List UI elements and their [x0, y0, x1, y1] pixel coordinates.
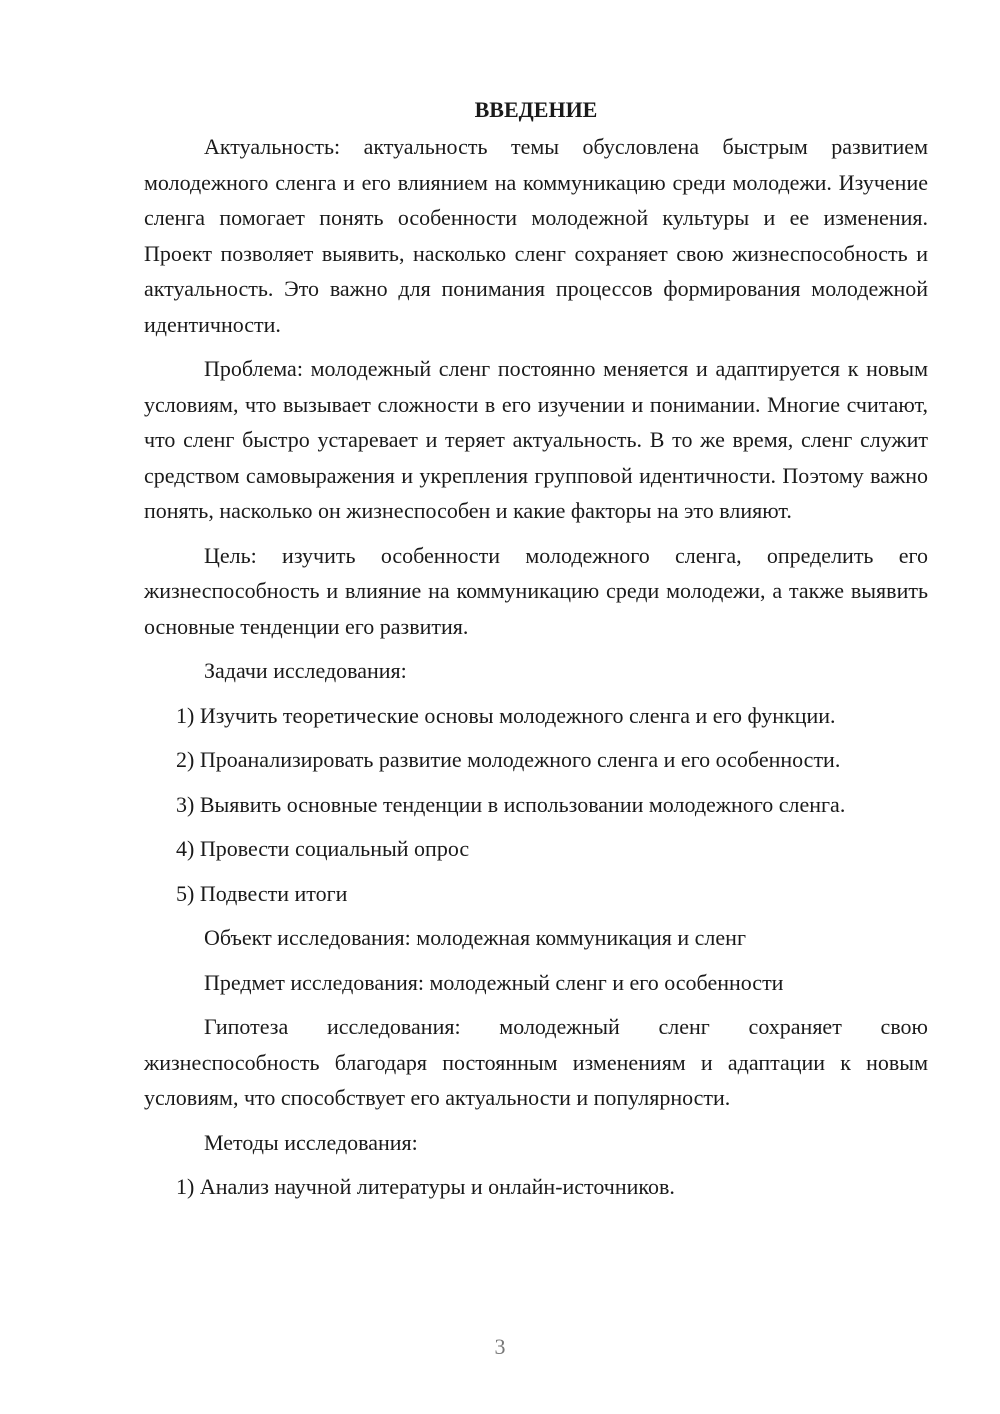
- relevance-paragraph: Актуальность: актуальность темы обусловлена быстрым развитием молодежного сленга и его влиянием на коммуникацию среди молодежи. Изучение сленга помогает понять особенности молодежной культуры и ее изменения. Проект позволяет выявить, насколько сленг сохраняет свою жизнеспособность и актуальность. Это важно для понимания процессов формирования молодежной идентичности.: [144, 134, 928, 337]
- document-page: [144, 92, 928, 1214]
- task-item: 4) Провести социальный опрос: [176, 836, 470, 861]
- task-item: 1) Изучить теоретические основы молодежного сленга и его функции.: [176, 702, 836, 728]
- hypothesis-paragraph: Гипотеза исследования: молодежный сленг сохраняет свою жизнеспособность благодаря постоянным изменениям и адаптации к новым условиям, что способствует его актуальности и популярности.: [144, 1014, 928, 1110]
- page-number: 3: [494, 1334, 506, 1359]
- problem-paragraph: Проблема: молодежный сленг постоянно меняется и адаптируется к новым условиям, что вызывает сложности в его изучении и понимании. Многие считают, что сленг быстро устаревает и теряет актуальность. В то же время, сленг служит средством самовыражения и укрепления групповой идентичности. Поэтому важно понять, насколько он жизнеспособен и какие факторы на это влияют.: [144, 356, 928, 523]
- task-item: 5) Подвести итоги: [176, 880, 348, 906]
- task-item: 2) Проанализировать развитие молодежного сленга и его особенности.: [176, 747, 841, 772]
- goal-paragraph: Цель: изучить особенности молодежного сленга, определить его жизнеспособность и влияние на коммуникацию среди молодежи, а также выявить основные тенденции его развития.: [144, 542, 928, 639]
- methods-heading: Методы исследования:: [204, 1129, 418, 1155]
- method-item: 1) Анализ научной литературы и онлайн-источников.: [176, 1174, 675, 1199]
- task-item: 3) Выявить основные тенденции в использовании молодежного сленга.: [176, 791, 846, 817]
- section-title: ВВЕДЕНИЕ: [474, 97, 598, 122]
- tasks-heading: Задачи исследования:: [204, 658, 407, 683]
- object-paragraph: Объект исследования: молодежная коммуникация и сленг: [204, 925, 746, 950]
- subject-paragraph: Предмет исследования: молодежный сленг и его особенности: [204, 969, 784, 995]
